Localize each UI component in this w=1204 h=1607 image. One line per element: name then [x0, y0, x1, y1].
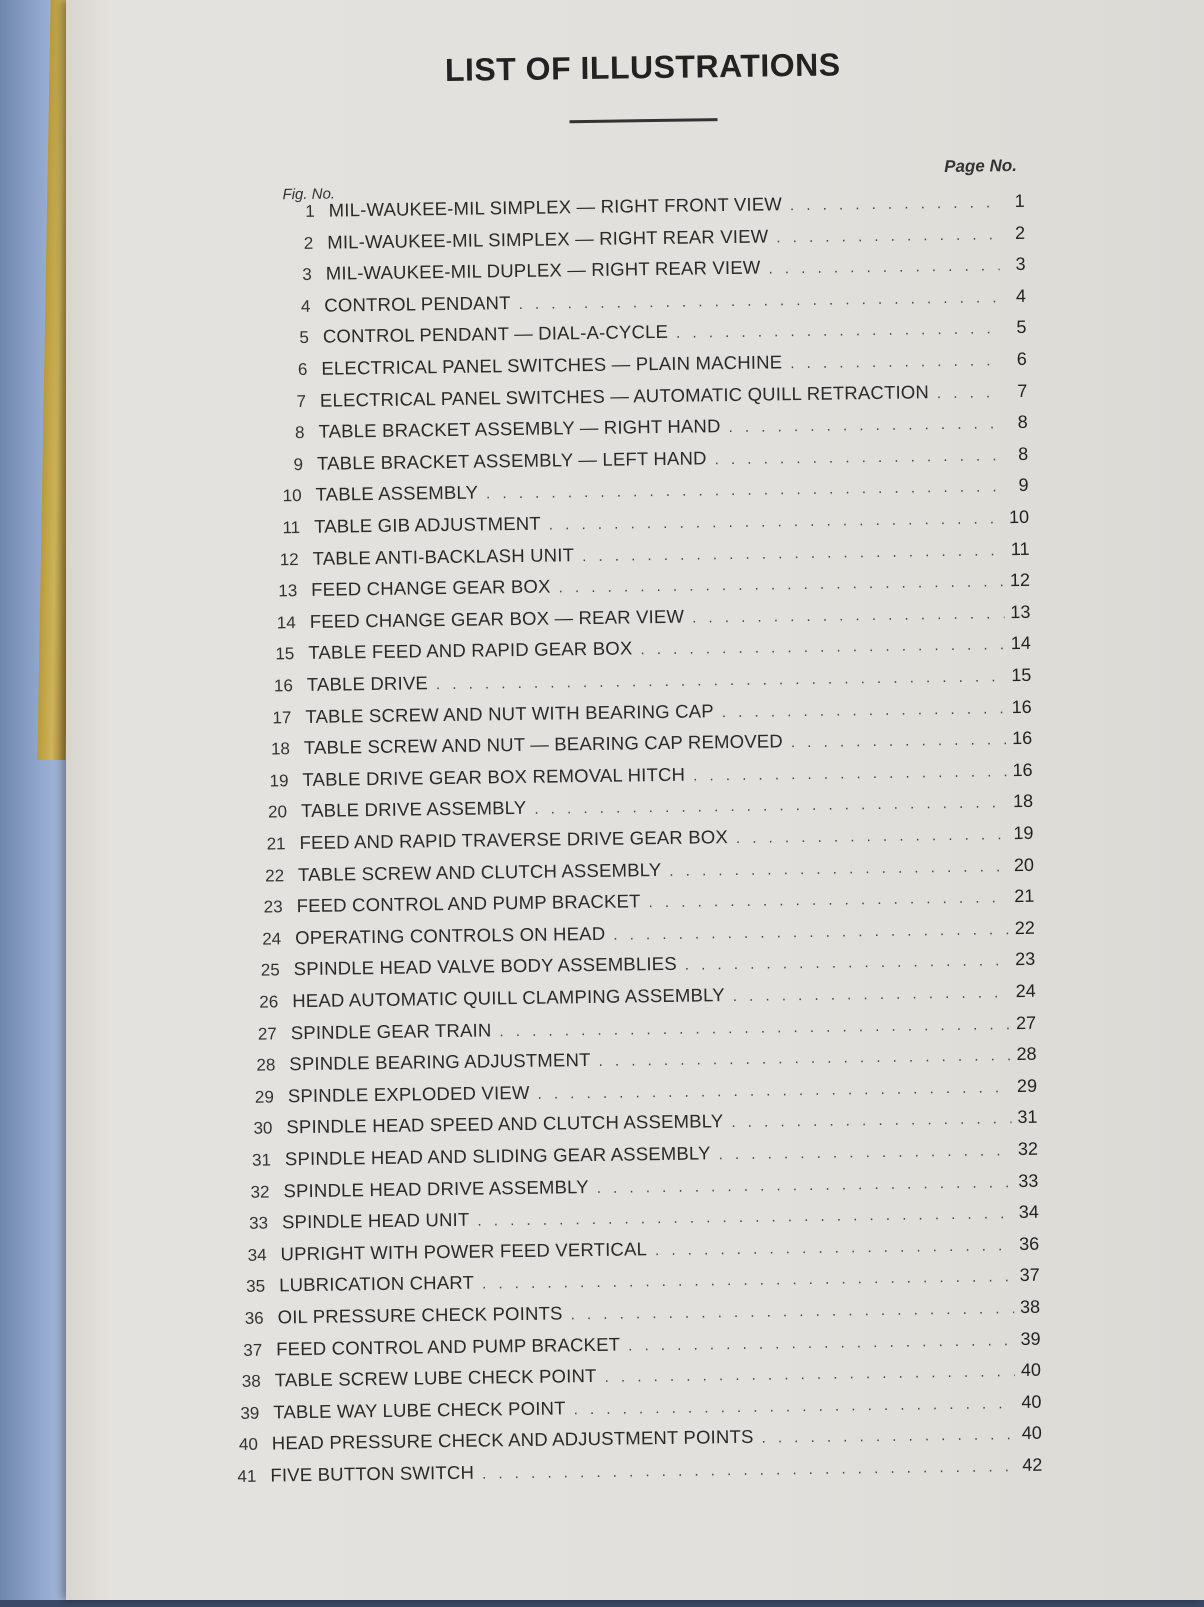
figure-title: FEED CHANGE GEAR BOX [311, 575, 551, 601]
figure-number: 18 [270, 739, 291, 759]
figure-title: SPINDLE HEAD AND SLIDING GEAR ASSEMBLY [284, 1142, 711, 1170]
figure-title: OIL PRESSURE CHECK POINTS [277, 1302, 563, 1328]
figure-title: TABLE SCREW AND NUT — BEARING CAP REMOVED [303, 730, 784, 759]
figure-title: TABLE SCREW AND NUT WITH BEARING CAP [305, 699, 714, 727]
figure-title: TABLE DRIVE [306, 672, 429, 695]
page-number: 27 [1015, 1012, 1037, 1033]
dot-leader [736, 826, 1008, 847]
figure-title: MIL-WAUKEE-MIL SIMPLEX — RIGHT FRONT VIEW [328, 193, 783, 221]
figure-number: 1 [305, 201, 315, 221]
dot-leader [669, 858, 1008, 880]
list-item [246, 980, 1036, 1017]
figure-number: 16 [273, 676, 293, 696]
figure-number: 12 [279, 549, 299, 569]
figure-number: 7 [296, 391, 307, 411]
page-number: 4 [1015, 285, 1027, 306]
figure-number: 31 [251, 1150, 272, 1170]
dot-leader [486, 479, 1003, 503]
dot-leader [582, 542, 1004, 565]
figure-number: 2 [303, 233, 314, 253]
page-number: 10 [1008, 506, 1030, 528]
dot-leader [693, 763, 1007, 784]
figure-title: TABLE WAY LUBE CHECK POINT [273, 1397, 566, 1423]
list-item [277, 316, 1027, 352]
page-content [62, 0, 1204, 1607]
figure-number: 33 [248, 1213, 269, 1233]
list-item [272, 411, 1028, 448]
page-number: 16 [1012, 759, 1033, 780]
page-number: 13 [1010, 601, 1031, 622]
dot-leader [676, 321, 1001, 343]
figure-title: SPINDLE EXPLODED VIEW [287, 1081, 530, 1107]
list-item [264, 601, 1031, 638]
dot-leader [482, 1269, 1014, 1293]
figure-title: SPINDLE HEAD UNIT [281, 1208, 470, 1233]
figure-title: HEAD AUTOMATIC QUILL CLAMPING ASSEMBLY [292, 984, 725, 1012]
figure-title: UPRIGHT WITH POWER FEED VERTICAL [280, 1238, 648, 1265]
list-item [255, 790, 1033, 827]
figure-number: 17 [272, 707, 292, 728]
page-number: 42 [1022, 1454, 1043, 1476]
dot-leader [728, 415, 1001, 436]
figure-title: FEED CONTROL AND PUMP BRACKET [276, 1333, 621, 1360]
page-number: 15 [1011, 664, 1032, 686]
figure-title: TABLE ANTI-BACKLASH UNIT [312, 543, 575, 569]
dot-leader [613, 921, 1009, 944]
figure-number: 26 [259, 992, 279, 1012]
dot-leader [499, 1016, 1010, 1040]
list-item [242, 1075, 1037, 1112]
figure-number: 20 [267, 802, 288, 822]
page-number: 6 [1016, 348, 1028, 369]
list-item [252, 853, 1034, 890]
dot-leader [519, 289, 1001, 313]
figure-number: 4 [300, 296, 311, 316]
page-number: 18 [1012, 791, 1034, 812]
list-item [237, 1169, 1038, 1206]
dot-leader [604, 1363, 1015, 1386]
page-number: 20 [1013, 854, 1035, 875]
dot-leader [715, 447, 1003, 468]
page-number: 14 [1010, 633, 1031, 654]
figure-title: TABLE GIB ADJUSTMENT [313, 512, 541, 537]
page-number: 16 [1011, 696, 1032, 717]
dot-leader [537, 1079, 1011, 1103]
figure-number: 24 [262, 929, 282, 949]
figure-number: 13 [278, 581, 298, 601]
figure-title: ELECTRICAL PANEL SWITCHES — AUTOMATIC QUILL RETRACTION [319, 380, 930, 411]
figure-number: 10 [282, 486, 302, 506]
figure-title: MIL-WAUKEE-MIL DUPLEX — RIGHT REAR VIEW [325, 256, 761, 284]
figure-number: 22 [265, 865, 285, 886]
figure-number: 39 [240, 1403, 260, 1423]
figure-title: CONTROL PENDANT — DIAL-A-CYCLE [322, 321, 669, 348]
figure-title: TABLE BRACKET ASSEMBLY — LEFT HAND [316, 447, 707, 474]
figure-number: 8 [294, 423, 305, 443]
list-item [229, 1359, 1042, 1396]
dot-leader [571, 1300, 1015, 1323]
figure-title: HEAD PRESSURE CHECK AND ADJUSTMENT POINTS [271, 1426, 754, 1454]
page-number: 21 [1014, 885, 1035, 907]
page-number: 40 [1020, 1359, 1042, 1381]
page-number: 29 [1016, 1075, 1038, 1096]
list-item [233, 1264, 1040, 1301]
figure-title: TABLE FEED AND RAPID GEAR BOX [308, 637, 633, 664]
list-item [274, 379, 1028, 416]
page-number: 33 [1018, 1170, 1039, 1191]
list-item [265, 569, 1030, 606]
page-number: 1 [1014, 190, 1025, 212]
figure-number: 29 [254, 1087, 275, 1107]
dot-leader [761, 1427, 1016, 1448]
page-number: 28 [1016, 1043, 1037, 1065]
book-page [66, 0, 1204, 1600]
dot-leader [768, 257, 999, 277]
title-rule [569, 118, 717, 123]
figure-number: 41 [237, 1466, 257, 1486]
dot-leader [534, 795, 1007, 819]
figure-number: 37 [243, 1340, 263, 1360]
list-item [259, 695, 1032, 732]
figure-title: SPINDLE HEAD DRIVE ASSEMBLY [283, 1175, 589, 1201]
figure-number: 34 [247, 1245, 267, 1265]
list-item [262, 632, 1031, 669]
figure-number: 32 [250, 1182, 270, 1202]
figure-title: LUBRICATION CHART [278, 1272, 475, 1296]
page-number: 7 [1017, 380, 1028, 401]
list-item [253, 822, 1033, 859]
page-number: 9 [1018, 475, 1029, 496]
list-item [234, 1233, 1039, 1270]
figure-number: 21 [266, 834, 286, 854]
page-number: 32 [1017, 1138, 1039, 1160]
figure-title: SPINDLE HEAD SPEED AND CLUTCH ASSEMBLY [286, 1110, 724, 1138]
figure-number: 40 [238, 1435, 258, 1455]
list-item [280, 253, 1026, 289]
dot-leader [733, 984, 1010, 1005]
figure-number: 35 [246, 1276, 266, 1297]
dot-leader [558, 573, 1004, 596]
list-item [245, 1011, 1037, 1048]
dot-leader [482, 1458, 1016, 1482]
figure-number-column-header: Fig. No. [282, 185, 336, 204]
page-number: 24 [1015, 980, 1036, 1002]
list-item [258, 727, 1033, 764]
list-item [269, 474, 1028, 511]
dot-leader [790, 352, 1001, 372]
dot-leader [791, 731, 1006, 751]
figure-title: TABLE SCREW LUBE CHECK POINT [274, 1365, 597, 1391]
list-item [268, 506, 1029, 543]
figure-title: TABLE DRIVE ASSEMBLY [300, 797, 527, 822]
figure-title: CONTROL PENDANT [324, 291, 511, 316]
figure-title: SPINDLE GEAR TRAIN [290, 1018, 492, 1043]
figure-title: TABLE ASSEMBLY [315, 481, 479, 506]
figure-number: 5 [299, 328, 310, 348]
dot-leader [685, 953, 1010, 975]
dot-leader [776, 226, 999, 246]
page-number: 22 [1014, 917, 1035, 938]
figure-number: 11 [282, 518, 301, 538]
page-number: 31 [1017, 1107, 1038, 1128]
list-item [271, 443, 1028, 480]
figure-title: ELECTRICAL PANEL SWITCHES — PLAIN MACHINE [321, 351, 783, 379]
figure-title: TABLE DRIVE GEAR BOX REMOVAL HITCH [302, 763, 686, 790]
figure-number: 38 [241, 1371, 261, 1392]
figure-title: SPINDLE BEARING ADJUSTMENT [289, 1049, 591, 1075]
dot-leader [640, 637, 1005, 659]
figure-title: OPERATING CONTROLS ON HEAD [295, 922, 606, 948]
figure-number: 3 [302, 265, 312, 285]
figure-number: 9 [293, 454, 304, 474]
dot-leader [597, 1174, 1013, 1197]
figure-number: 28 [256, 1055, 276, 1075]
dot-leader [549, 510, 1003, 533]
dot-leader [731, 1111, 1011, 1132]
dot-leader [628, 1332, 1015, 1354]
list-item [248, 948, 1036, 985]
list-item [230, 1327, 1041, 1364]
page-number-column-header: Page No. [944, 155, 1018, 176]
list-item [243, 1043, 1037, 1080]
page-number: 5 [1016, 317, 1027, 338]
dot-leader [477, 1205, 1013, 1229]
figure-title: FIVE BUTTON SWITCH [270, 1461, 475, 1486]
list-item [236, 1201, 1039, 1238]
dot-leader [655, 1237, 1013, 1259]
figure-number: 15 [275, 644, 295, 664]
page-number: 8 [1017, 412, 1028, 433]
page-number: 37 [1019, 1265, 1040, 1286]
list-item [227, 1391, 1041, 1428]
list-item [249, 917, 1035, 954]
list-item [261, 664, 1032, 701]
page-number: 34 [1018, 1201, 1039, 1223]
page-number: 36 [1019, 1233, 1040, 1254]
dot-leader [574, 1395, 1016, 1418]
list-item [226, 1422, 1042, 1459]
dot-leader [648, 889, 1008, 911]
page-number: 12 [1009, 570, 1031, 591]
page-number: 3 [1015, 254, 1026, 275]
page-number: 39 [1020, 1328, 1041, 1349]
figure-number: 25 [260, 960, 280, 980]
list-item [224, 1454, 1042, 1491]
figure-title: FEED CHANGE GEAR BOX — REAR VIEW [309, 605, 685, 632]
list-item [256, 759, 1032, 796]
figure-number: 6 [297, 359, 308, 380]
figure-number: 14 [276, 612, 296, 633]
list-item [275, 348, 1027, 384]
dot-leader [436, 668, 1006, 693]
figure-number: 27 [257, 1023, 277, 1044]
figure-title: FEED AND RAPID TRAVERSE DRIVE GEAR BOX [299, 826, 729, 854]
figure-title: FEED CONTROL AND PUMP BRACKET [296, 890, 641, 917]
list-item [278, 285, 1026, 321]
figure-title: TABLE BRACKET ASSEMBLY — RIGHT HAND [318, 415, 721, 442]
figure-number: 36 [244, 1308, 264, 1328]
dot-leader [598, 1047, 1010, 1070]
page-number: 8 [1018, 443, 1029, 464]
list-item [232, 1296, 1041, 1333]
page-number: 38 [1019, 1296, 1041, 1318]
list-item [240, 1106, 1037, 1143]
page-number: 40 [1021, 1391, 1042, 1412]
dot-leader [719, 1142, 1013, 1163]
list-item [239, 1138, 1038, 1175]
dot-leader [790, 194, 999, 214]
list-item [281, 221, 1025, 257]
dot-leader [692, 605, 1004, 626]
page-number: 11 [1010, 538, 1030, 559]
figure-title: MIL-WAUKEE-MIL SIMPLEX — RIGHT REAR VIEW [327, 225, 769, 253]
figure-number: 19 [269, 770, 289, 791]
list-item [283, 190, 1025, 226]
list-item [267, 537, 1030, 574]
figure-title: SPINDLE HEAD VALVE BODY ASSEMBLIES [293, 953, 677, 980]
figure-number: 23 [263, 897, 283, 917]
page-number: 23 [1015, 949, 1036, 970]
dot-leader [722, 700, 1006, 721]
page-number: 16 [1011, 728, 1033, 749]
page-number: 19 [1013, 822, 1034, 844]
page-number: 40 [1021, 1423, 1042, 1444]
list-item [250, 885, 1034, 922]
page-number: 2 [1014, 222, 1026, 243]
dot-leader [937, 384, 1002, 402]
page-title: LIST OF ILLUSTRATIONS [444, 46, 841, 88]
figure-number: 30 [253, 1118, 273, 1139]
figure-title: TABLE SCREW AND CLUTCH ASSEMBLY [297, 858, 662, 885]
